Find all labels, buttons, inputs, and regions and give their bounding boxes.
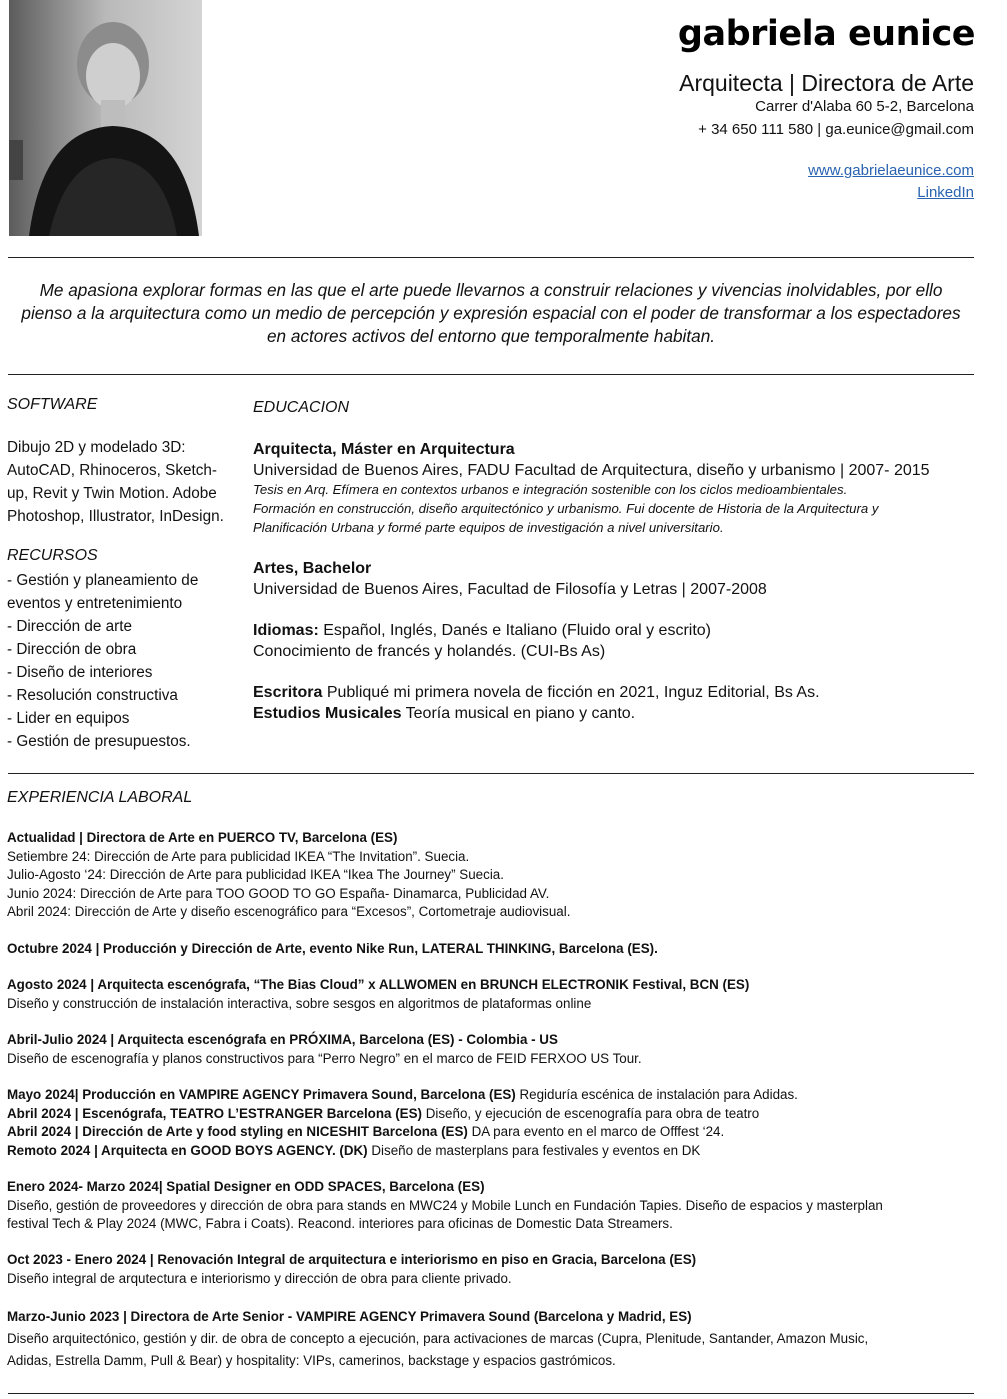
experience-line: Julio-Agosto ‘24: Dirección de Arte para publicidad IKEA “Ikea The Journey” Suecia. <box>7 867 504 882</box>
software-line: up, Revit y Twin Motion. Adobe <box>7 485 217 502</box>
divider <box>8 374 974 375</box>
experience-head: Oct 2023 - Enero 2024 | Renovación Integral de arquitectura e interiorismo en piso en Gracia, Barcelona (ES) <box>7 1252 697 1267</box>
experience-head: Mayo 2024| Producción en VAMPIRE AGENCY Primavera Sound, Barcelona (ES) <box>7 1087 516 1102</box>
contact-info: + 34 650 111 580 | ga.eunice@gmail.com <box>698 121 974 138</box>
tesis-line: Tesis en Arq. Efímera en contextos urbanos e integración sostenible con los ciclos medioambientales. <box>253 482 848 497</box>
education-degree-2 <box>253 558 983 600</box>
bio-statement: Me apasiona explorar formas en las que el arte puede llevarnos a construir relaciones y vivencias inolvidables, por ello pienso a la arquitectura como un medio de percepción y expresión espacial con el poder de transformar a los espectadores en actores activos del entorno que temporalmente habitan. <box>21 280 961 346</box>
idiomas-label: Idiomas: <box>253 622 319 639</box>
software-line: AutoCAD, Rhinoceros, Sketch- <box>7 462 217 479</box>
divider <box>8 1393 974 1394</box>
experience-block <box>7 1178 992 1234</box>
software-line: Dibujo 2D y modelado 3D: <box>7 439 186 456</box>
experience-head: Agosto 2024 | Arquitecta escenógrafa, “The Bias Cloud” x ALLWOMEN en BRUNCH ELECTRONIK Festival, BCN (ES) <box>7 977 750 992</box>
escritora-text: Publiqué mi primera novela de ficción en 2021, Inguz Editorial, Bs As. <box>322 684 820 701</box>
experience-line: Diseño, y ejecución de escenografía para obra de teatro <box>422 1105 760 1121</box>
recursos-item: - Lider en equipos <box>7 710 130 727</box>
experience-block <box>7 976 992 1013</box>
profile-photo <box>9 0 202 236</box>
recursos-item: - Gestión de presupuestos. <box>7 733 191 750</box>
degree-school: Universidad de Buenos Aires, Facultad de Filosofía y Letras | 2007-2008 <box>253 581 767 598</box>
experience-head: Octubre 2024 | Producción y Dirección de Arte, evento Nike Run, LATERAL THINKING, Barcelona (ES). <box>7 941 658 956</box>
name-logotype: gabriela eunice <box>677 14 975 54</box>
experience-block <box>7 1086 992 1160</box>
experience-line: Adidas, Estrella Damm, Pull & Bear) y hospitality: VIPs, camerinos, backstage y espacios gastrómicos. <box>7 1353 616 1368</box>
experience-block <box>7 1031 992 1068</box>
idiomas-text-2: Conocimiento de francés y holandés. (CUI-Bs As) <box>253 643 606 660</box>
experience-line: Diseño, gestión de proveedores y dirección de obra para stands en MWC24 y Mobile Lunch en Fundación Tapies. Diseño de espacios y masterplan <box>7 1197 883 1213</box>
experience-block <box>7 1251 992 1288</box>
divider <box>8 773 974 774</box>
experience-block <box>7 829 992 922</box>
tesis-line: Formación en construcción, diseño arquitectónico y urbanismo. Fui docente de Historia de la Arquitectura y <box>253 501 879 516</box>
recursos-title: RECURSOS <box>7 547 98 564</box>
recursos-item: - Gestión y planeamiento de <box>7 572 199 589</box>
experience-line: Abril 2024: Dirección de Arte y diseño escenográfico para “Excesos”, Cortometraje audiovisual. <box>7 904 571 919</box>
degree-title: Artes, Bachelor <box>253 560 372 577</box>
experience-line: DA para evento en el marco de Offfest ‘24. <box>467 1124 725 1139</box>
degree-school: Universidad de Buenos Aires, FADU Facultad de Arquitectura, diseño y urbanismo | 2007- 2015 <box>253 462 930 479</box>
experience-line: festival Tech & Play 2024 (MWC, Fabra i Coats). Reacond. interiores para oficinas de Domestic Data Streamers. <box>7 1216 673 1231</box>
tesis-text <box>253 480 983 537</box>
divider <box>8 257 974 258</box>
idiomas-text: Español, Inglés, Danés e Italiano (Fluido oral y escrito) <box>318 622 711 639</box>
experiencia-title: EXPERIENCIA LABORAL <box>7 789 193 806</box>
extras-block <box>253 682 983 724</box>
degree-title: Arquitecta, Máster en Arquitectura <box>253 441 515 458</box>
recursos-item: - Resolución constructiva <box>7 687 178 704</box>
educacion-title: EDUCACION <box>253 399 350 416</box>
experience-line: Diseño y construcción de instalación interactiva, sobre sesgos en algoritmos de plataformas online <box>7 995 592 1011</box>
tesis-line: Planificación Urbana y formé parte equipos de investigación a nivel universitario. <box>253 520 724 535</box>
experience-block <box>7 940 992 959</box>
experience-line: Regiduría escénica de instalación para Adidas. <box>515 1087 798 1102</box>
experience-line: Setiembre 24: Dirección de Arte para publicidad IKEA “The Invitation”. Suecia. <box>7 848 470 864</box>
role-title: Arquitecta | Directora de Arte <box>679 70 974 96</box>
experience-head: Marzo-Junio 2023 | Directora de Arte Senior - VAMPIRE AGENCY Primavera Sound (Barcelona y Madrid, ES) <box>7 1309 692 1324</box>
recursos-item: - Dirección de obra <box>7 641 137 658</box>
experience-line: Diseño de masterplans para festivales y eventos en DK <box>367 1142 701 1158</box>
experience-line: Diseño de escenografía y planos constructivos para “Perro Negro” en el marco de FEID FERXOO US Tour. <box>7 1050 642 1066</box>
musica-label: Estudios Musicales <box>253 705 402 722</box>
recursos-item: - Dirección de arte <box>7 618 132 635</box>
escritora-label: Escritora <box>253 684 323 701</box>
experience-head: Actualidad | Directora de Arte en PUERCO TV, Barcelona (ES) <box>7 830 398 845</box>
software-line: Photoshop, Illustrator, InDesign. <box>7 508 224 525</box>
experience-head: Abril 2024 | Dirección de Arte y food styling en NICESHIT Barcelona (ES) <box>7 1124 468 1139</box>
idiomas-block <box>253 620 983 662</box>
software-title: SOFTWARE <box>7 396 98 413</box>
website-link[interactable]: www.gabrielaeunice.com <box>808 162 974 179</box>
experience-line: Diseño integral de arqutectura e interiorismo y dirección de obra para cliente privado. <box>7 1270 512 1286</box>
experience-head: Remoto 2024 | Arquitecta en GOOD BOYS AGENCY. (DK) <box>7 1142 368 1158</box>
experience-head: Abril-Julio 2024 | Arquitecta escenógrafa en PRÓXIMA, Barcelona (ES) - Colombia - US <box>7 1032 558 1047</box>
address: Carrer d'Alaba 60 5-2, Barcelona <box>755 98 974 115</box>
experience-head: Enero 2024- Marzo 2024| Spatial Designer en ODD SPACES, Barcelona (ES) <box>7 1179 485 1194</box>
education-degree-1 <box>253 439 983 481</box>
experience-head: Abril 2024 | Escenógrafa, TEATRO L’ESTRANGER Barcelona (ES) <box>7 1105 422 1121</box>
experience-block <box>7 1306 992 1372</box>
software-list <box>7 436 237 528</box>
recursos-list <box>7 569 237 753</box>
musica-text: Teoría musical en piano y canto. <box>401 705 636 722</box>
experience-line: Junio 2024: Dirección de Arte para TOO GOOD TO GO España- Dinamarca, Publicidad AV. <box>7 885 550 901</box>
experience-line: Diseño arquitectónico, gestión y dir. de obra de concepto a ejecución, para activaciones de marcas (Cupra, Plenitude, Santander, Amazon Music, <box>7 1331 869 1346</box>
recursos-item: - Diseño de interiores <box>7 664 153 681</box>
recursos-item: eventos y entretenimiento <box>7 595 183 612</box>
linkedin-link[interactable]: LinkedIn <box>917 184 974 201</box>
